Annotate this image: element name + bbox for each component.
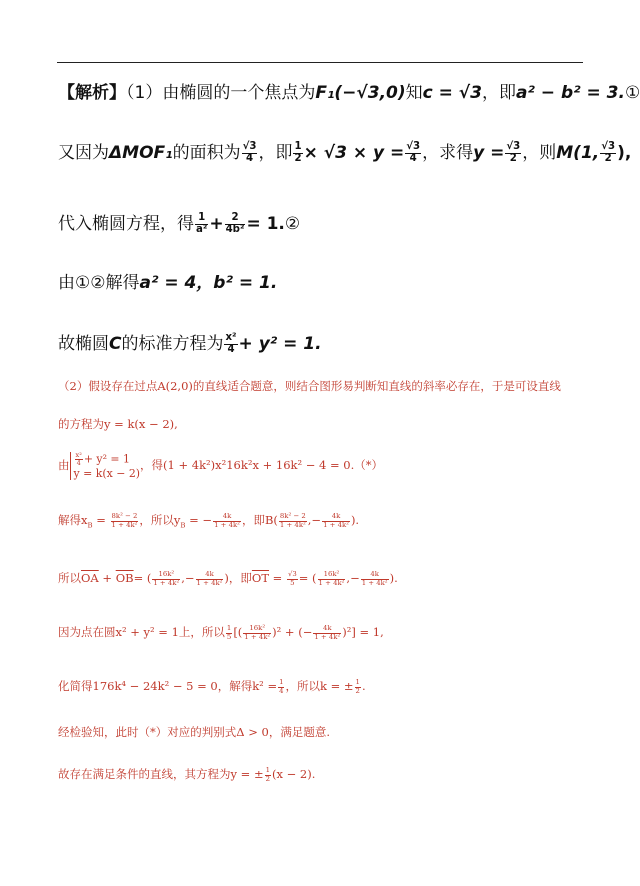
part2-line1: （2）假设存在过点A(2,0)的直线适合题意，则结合图形易判断知直线的斜率必存在，于是可设直线 [58,379,561,393]
text: 化简得176k⁴ − 24k² − 5 = 0，解得k² = [58,679,278,693]
subscript: B [87,521,93,530]
fraction: $\frac{4k}{\text{1 + 4k²}}$ [196,570,223,587]
fraction: $\frac{√3}{4}$ [242,141,257,164]
text: ，即 [481,83,516,103]
text: 由 [58,458,70,473]
fraction: $\frac{4k}{\text{1 + 4k²}}$ [361,570,388,587]
part2-line7: 化简得176k⁴ − 24k² − 5 = 0，解得k² = $\frac{1}{4}$ ，所以k = ± $\frac{1}{2}$ . [58,678,366,695]
fraction: $\frac{1}{2}$ [265,766,270,783]
text: 由①②解得 [58,273,140,293]
text: 代入椭圆方程，得 [58,214,194,235]
math: ΔMOF₁ [109,143,173,164]
text: ，则 [522,143,557,164]
part2-line2: 的方程为y = k(x − 2), [58,417,178,431]
text: ，求得 [422,143,474,164]
fraction: $\frac{√3}{2}$ [506,141,521,164]
part1-line1 [58,82,640,104]
circled-two: ② [284,214,301,235]
text: 的面积为 [172,143,241,164]
fraction: $\frac{\text{8k² − 2}}{\text{1 + 4k²}}$ [111,512,138,529]
math: c = √3 [422,83,482,103]
math: M(1, [556,143,600,164]
fraction: $\frac{1}{4}$ [279,678,284,695]
math: × √3 × y = [303,143,405,164]
part2-line6: 因为点在圆x² + y² = 1上，所以 $\frac{1}{5}$ [( $\frac{\text{16k²}}{\text{1 + 4k²}}$ )² + (− $\frac{4k}{\text{1 + 4k²}}$ )²] = 1, [58,624,384,641]
fraction: $\frac{\text{16k²}}{\text{1 + 4k²}}$ [318,570,345,587]
math: ), [617,143,632,164]
text: 所以 [58,571,81,585]
text: ，即B( [241,513,278,527]
part1-line2 [58,141,632,164]
text: 解得x [58,513,88,527]
math: F₁(−√3,0) [315,83,406,103]
fraction: $\frac{4k}{\text{1 + 4k²}}$ [214,512,240,529]
plus-sign: + [209,214,224,235]
text: 知 [405,83,423,103]
equation-system: $\frac{\text{x²}}{4}$ + y² = 1 y = k(x − 2) [70,452,141,480]
math: + y² = 1. [238,334,322,355]
math: y = [473,143,505,164]
vector-ob: $\overline{OB}$ [115,571,134,585]
vector-ot: $\overline{OT}$ [251,571,270,585]
text: 因为点在圆x² + y² = 1上，所以 [58,625,225,639]
fraction: $\frac{√3}{4}$ [406,141,421,164]
part2-line3 [58,452,618,480]
fraction: $\frac{√3}{2}$ [601,141,616,164]
text: 故椭圆 [58,334,109,355]
fraction: $\frac{4k}{\text{1 + 4k²}}$ [323,512,349,529]
math: = 1. [246,214,285,235]
circled-one: ① [624,83,640,103]
text: ，得(1 + 4k²)x²16k²x + 16k² − 4 = 0.（*） [140,458,384,473]
text: ). [350,513,360,527]
fraction: $\frac{\text{16k²}}{\text{1 + 4k²}}$ [244,624,271,641]
fraction: $\frac{√3}{5}$ [287,570,297,587]
text: ，即 [258,143,293,164]
fraction: $\frac{\text{8k² − 2}}{\text{1 + 4k²}}$ [279,512,306,529]
analysis-header: 【解析】 [58,83,126,103]
fraction: $\frac{4k}{\text{1 + 4k²}}$ [314,624,341,641]
text: 故存在满足条件的直线，其方程为y = ± [58,767,264,781]
part2-line9: 故存在满足条件的直线，其方程为y = ± $\frac{1}{2}$ (x − 2). [58,766,316,783]
fraction: $\frac{\text{16k²}}{\text{1 + 4k²}}$ [153,570,180,587]
part1-line3 [58,213,618,235]
part2-line4: 解得$x_B$ = $\frac{\text{8k² − 2}}{\text{1 + 4k²}}$ ，所以$y_B$ = − $\frac{4k}{\text{1 + 4k²}}$ ，即B( $\frac{\text{8k² − 2}}{\text{1 + 4k²}}$ ,− $\frac{4k}{\text{1 + 4k²}}$ ). [58,512,360,530]
math: C [109,334,122,355]
fraction: $\frac{\text{x²}}{4}$ [75,451,82,467]
fraction: $\frac{2}{\text{4b²}}$ [225,212,245,235]
fraction: $\frac{1}{\text{a²}}$ [196,212,208,235]
fraction: $\frac{\text{x²}}{4}$ [225,332,237,355]
vector-oa: $\overline{OA}$ [81,571,99,585]
text: ，所以y [139,513,181,527]
fraction: $\frac{1}{2}$ [355,678,360,695]
text: 又因为 [58,143,109,164]
part2-line5: 所以$\overline{OA} + \overline{OB}=$ ( $\frac{\text{16k²}}{\text{1 + 4k²}}$ ,− $\frac{4k}{\text{1 + 4k²}}$ )，即$\overline{OT}$ = $\frac{√3}{5}$ = ( $\frac{\text{16k²}}{\text{1 + 4k²}}$ ,− $\frac{4k}{\text{1 + 4k²}}$ ). [58,570,398,587]
math: a² = 4，b² = 1. [139,273,278,293]
math: a² − b² = 3. [515,83,625,103]
fraction: $\frac{1}{5}$ [226,624,232,641]
part1-line5 [58,333,618,355]
part1-line4 [58,272,618,294]
part2-line8: 经检验知，此时（*）对应的判别式Δ > 0，满足题意. [58,725,330,739]
text: （1）由椭圆的一个焦点为 [126,83,316,103]
fraction: $\frac{1}{2}$ [294,141,302,164]
text: 的标准方程为 [121,334,224,355]
top-rule [57,62,583,63]
subscript: B [180,521,186,530]
